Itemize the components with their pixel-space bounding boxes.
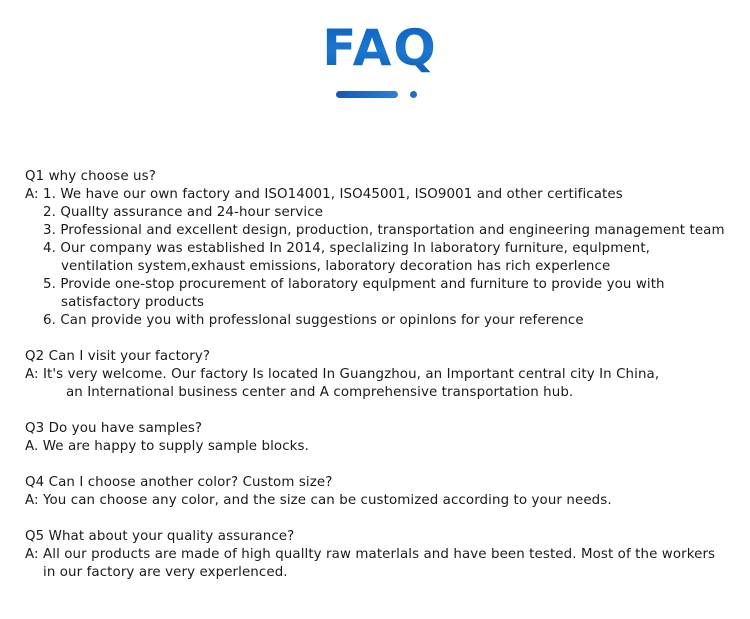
faq-answer-line: in our factory are very experlenced. [43, 565, 288, 580]
faq-header [0, 0, 750, 110]
faq-answer-line: A: 1. We have our own factory and ISO14001, ISO45001, ISO9001 and other certificates [25, 187, 623, 202]
faq-answer-line: an International business center and A comprehensive transportation hub. [66, 385, 574, 400]
faq-answer-line: satisfactory products [61, 295, 205, 310]
faq-question: Q2 Can I visit your factory? [25, 349, 211, 364]
faq-question: Q3 Do you have samples? [25, 421, 203, 436]
title-underline-bar [336, 91, 398, 98]
faq-answer-line: A: All our products are made of high quallty raw materlals and have been tested. Most of the workers [25, 547, 716, 562]
faq-answer-line: A: It's very welcome. Our factory Is located In Guangzhou, an Important central city In China, [25, 367, 660, 382]
page-title: FAQ [0, 18, 750, 78]
faq-list [25, 168, 745, 582]
faq-answer-line: 3. Professional and excellent design, production, transportation and engineering management team [43, 223, 725, 238]
faq-answer-line: A: You can choose any color, and the size can be customized according to your needs. [25, 493, 612, 508]
faq-answer-line: 6. Can provide you with professlonal suggestions or opinlons for your reference [43, 313, 584, 328]
faq-answer-line: 4. Our company was established In 2014, speclalizing In laboratory furniture, equlpment, [43, 241, 651, 256]
faq-answer-line: 5. Provide one-stop procurement of laboratory equlpment and furniture to provide you with [43, 277, 665, 292]
faq-question: Q4 Can I choose another color? Custom size? [25, 475, 333, 490]
faq-answer-line: A. We are happy to supply sample blocks. [25, 439, 309, 454]
faq-question: Q1 why choose us? [25, 169, 156, 184]
faq-answer-line: 2. Quallty assurance and 24-hour service [43, 205, 324, 220]
title-underline-dot [410, 91, 417, 98]
faq-answer-line: ventilation system,exhaust emissions, laboratory decoration has rich experlence [61, 259, 611, 274]
faq-question: Q5 What about your quality assurance? [25, 529, 295, 544]
